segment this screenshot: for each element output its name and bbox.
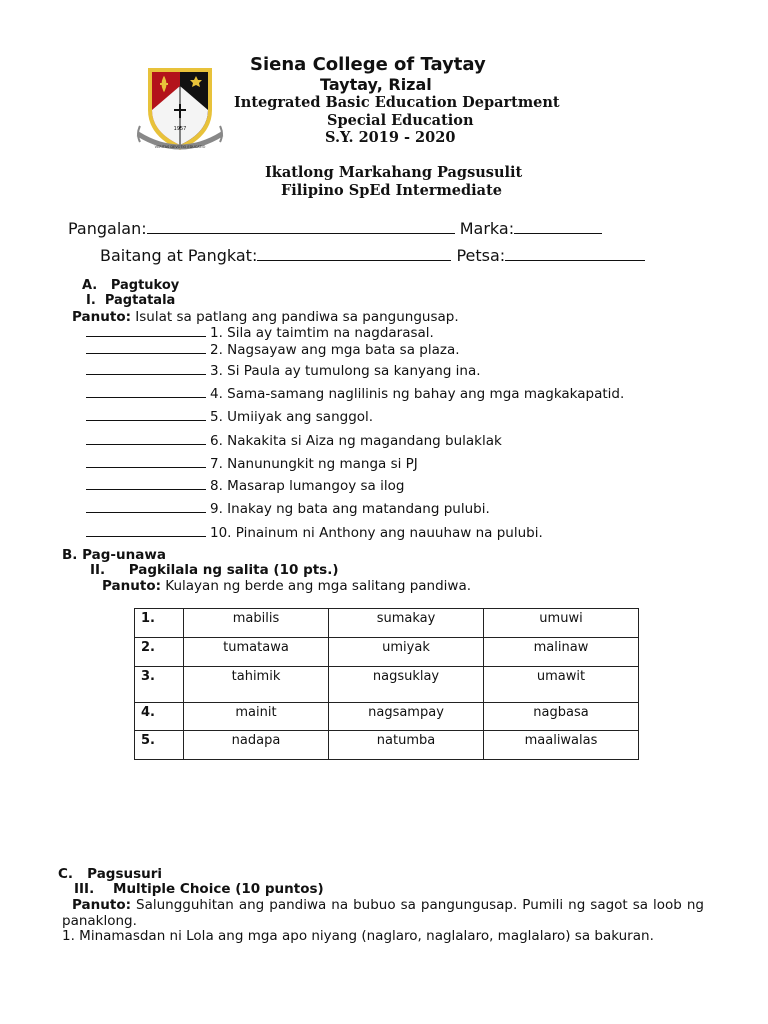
word-cell[interactable]: tahimik [184,667,329,703]
list-item [86,408,373,425]
word-cell[interactable]: nagsampay [329,703,484,731]
word-cell[interactable]: natumba [329,731,484,760]
name-field[interactable] [147,219,455,234]
instruction-b-text: Kulayan ng berde ang mga salitang pandiwa. [161,578,472,594]
word-cell[interactable]: nagbasa [484,703,639,731]
part-2-heading [90,562,339,578]
exam-subject: Filipino SpEd Intermediate [281,182,502,199]
part-3-title: Multiple Choice (10 puntos) [113,881,324,897]
answer-blank[interactable] [86,408,206,421]
table-row [135,703,639,731]
logo-ribbon: VERITAS DEVOTIO EDUCATIO [154,145,206,149]
instruction-c [62,897,704,929]
answer-blank[interactable] [86,385,206,398]
section-b-letter: B. [62,547,78,563]
answer-blank[interactable] [86,477,206,490]
list-item [86,324,434,341]
section-c-letter: C. [58,866,74,882]
answer-blank[interactable] [86,455,206,468]
date-label: Petsa: [456,246,506,265]
row-number: 5. [135,731,184,760]
part-1-title: Pagtatala [104,293,176,308]
item-text: 9. Inakay ng bata ang matandang pulubi. [210,501,490,517]
school-town: Taytay, Rizal [320,75,432,94]
instruction-a [72,309,459,325]
part-3-heading [74,881,324,897]
section-c-title: Pagsusuri [87,866,163,882]
name-label: Pangalan: [68,219,147,238]
section-b-heading [62,547,166,563]
table-row [135,731,639,760]
row-number: 3. [135,667,184,703]
answer-blank[interactable] [86,500,206,513]
grade-row [100,246,645,265]
instruction-b-label: Panuto: [102,578,161,594]
list-item [86,432,502,449]
grade-label: Baitang at Pangkat: [100,246,258,265]
part-1-num: I. [86,293,96,308]
item-text: 3. Si Paula ay tumulong sa kanyang ina. [210,363,481,379]
word-cell[interactable]: malinaw [484,638,639,667]
instruction-a-text: Isulat sa patlang ang pandiwa sa pangungusap. [131,309,459,325]
row-number: 4. [135,703,184,731]
date-field[interactable] [505,246,645,261]
program: Special Education [327,112,474,129]
word-cell[interactable]: mabilis [184,609,329,638]
item-text: 10. Pinainum ni Anthony ang nauuhaw na pulubi. [210,525,543,541]
school-year: S.Y. 2019 - 2020 [325,129,456,146]
answer-blank[interactable] [86,432,206,445]
item-text: 7. Nanunungkit ng manga si PJ [210,456,418,472]
answer-blank[interactable] [86,524,206,537]
name-row [68,219,602,238]
table-row [135,667,639,703]
answer-blank[interactable] [86,362,206,375]
grade-field[interactable] [257,246,451,261]
score-label: Marka: [459,219,515,238]
answer-blank[interactable] [86,341,206,354]
part-2-num: II. [90,562,106,578]
instruction-c-text: Salungguhitan ang pandiwa na bubuo sa pangungusap. Pumili ng sagot sa loob ng panaklong. [62,897,704,929]
list-item [86,500,490,517]
section-a-title: Pagtukoy [110,278,180,293]
table-row [135,609,639,638]
list-item [86,385,624,402]
word-cell[interactable]: nadapa [184,731,329,760]
row-number: 2. [135,638,184,667]
department: Integrated Basic Education Department [234,94,560,111]
part-3-num: III. [74,881,95,897]
list-item [86,341,460,358]
item-text: 6. Nakakita si Aiza ng magandang bulaklak [210,433,502,449]
section-b-title: Pag-unawa [82,547,166,563]
part-2-title: Pagkilala ng salita (10 pts.) [128,562,339,578]
item-text: 8. Masarap lumangoy sa ilog [210,478,405,494]
item-text: 1. Sila ay taimtim na nagdarasal. [210,325,434,341]
verb-table [134,608,639,760]
row-number: 1. [135,609,184,638]
instruction-c-label: Panuto: [72,897,132,913]
list-item [86,524,543,541]
word-cell[interactable]: umuwi [484,609,639,638]
item-text: 2. Nagsayaw ang mga bata sa plaza. [210,342,460,358]
word-cell[interactable]: sumakay [329,609,484,638]
answer-blank[interactable] [86,324,206,337]
score-field[interactable] [514,219,602,234]
word-cell[interactable]: umawit [484,667,639,703]
section-a-letter: A. [82,278,98,293]
word-cell[interactable]: nagsuklay [329,667,484,703]
part-1-heading [86,293,175,308]
section-a-heading [82,278,179,293]
logo-year: 1957 [173,126,187,132]
word-cell[interactable]: tumatawa [184,638,329,667]
section-c-heading [58,866,162,882]
word-cell[interactable]: maaliwalas [484,731,639,760]
list-item [86,362,481,379]
exam-title: Ikatlong Markahang Pagsusulit [265,164,523,181]
instruction-b [102,578,471,594]
school-name: Siena College of Taytay [250,54,486,75]
word-cell[interactable]: mainit [184,703,329,731]
list-item [86,455,418,472]
item-text: 4. Sama-samang naglilinis ng bahay ang mga magkakapatid. [210,386,625,402]
school-logo [134,64,226,156]
question-1: 1. Minamasdan ni Lola ang mga apo niyang (naglaro, naglalaro, maglalaro) sa bakuran. [62,928,654,944]
shield-icon [134,64,226,156]
list-item [86,477,404,494]
instruction-a-label: Panuto: [72,309,131,325]
table-row [135,638,639,667]
item-text: 5. Umiiyak ang sanggol. [210,409,374,425]
word-cell[interactable]: umiyak [329,638,484,667]
